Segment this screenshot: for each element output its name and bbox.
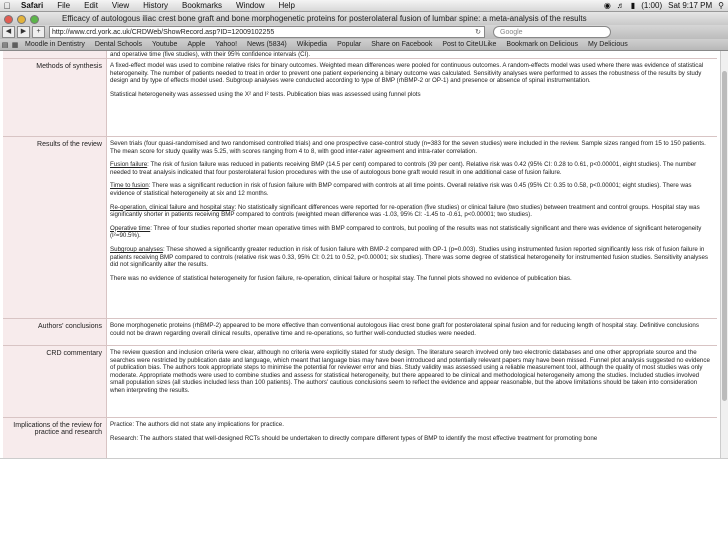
record-row-results: [3, 137, 717, 319]
bookmark-item[interactable]: Wikipedia: [296, 41, 328, 48]
record-row-implications: [3, 418, 717, 458]
methods-paragraph-2: Statistical heterogeneity was assessed using the X² and I² tests. Publication bias was assessed using funnel plots: [110, 90, 421, 98]
bookmarks-book-icon[interactable]: ▤: [1, 41, 9, 49]
row-text-crd: [107, 346, 717, 418]
menu-file[interactable]: File: [57, 1, 71, 10]
menu-edit[interactable]: Edit: [84, 1, 98, 10]
results-intro: Seven trials (four quasi-randomised and two randomised controlled trials) and one prospective case-control study (n=383 for the seven studies) were included in the review. Sample sizes ranged from 15 to 150 patients. The mean score for study quality was 5.25, with scores ranging from 4 to 8, with good inter-rater agreement and intra-rater correlation.: [110, 140, 706, 155]
vertical-scrollbar[interactable]: [720, 51, 728, 458]
window-title: Efficacy of autologous iliac crest bone graft and bone morphogenetic proteins for posterolateral fusion of lumbar spine: a meta-analysis of the results: [62, 14, 587, 23]
bookmark-item[interactable]: Yahoo!: [215, 41, 238, 48]
window-titlebar: [0, 12, 728, 25]
results-heterogeneity: There was no evidence of statistical heterogeneity for fusion failure, re-operation, clinical failure or hospital stay. The funnel plots showed no evidence of publication bias.: [110, 274, 572, 282]
record-row-authors: [3, 319, 717, 346]
browser-toolbar: [0, 25, 728, 39]
row-label-implications: Implications of the review for practice and research: [3, 418, 107, 458]
bookmark-item[interactable]: Apple: [187, 41, 206, 48]
row-label-results: Results of the review: [3, 137, 107, 319]
row-text-results: [107, 137, 717, 319]
blank-area: [0, 458, 728, 547]
menu-window[interactable]: Window: [236, 1, 265, 10]
spotlight-icon[interactable]: ⚲: [718, 1, 724, 10]
url-text[interactable]: http://www.crd.york.ac.uk/CRDWeb/ShowRecord.asp?ID=12009102255: [52, 28, 275, 36]
record-row-methods: [3, 59, 717, 137]
authors-conclusions-text: Bone morphogenetic proteins (rhBMP-2) appeared to be more effective than conventional autologous iliac crest bone graft for posterolateral spinal fusion and for reducing length of hospital stay. Definitive conclusions could not be drawn regarding overall clinical results, operative time and re-operations, so further well-conducted studies were needed.: [110, 322, 699, 337]
row-text-implications: [107, 418, 717, 458]
fusion-failure-heading: Fusion failure: [110, 161, 148, 169]
zoom-window-icon[interactable]: [30, 15, 39, 24]
search-field[interactable]: [493, 26, 611, 38]
volume-icon[interactable]: ♬: [616, 1, 625, 10]
row-label-authors: Authors' conclusions: [3, 319, 107, 346]
add-bookmark-icon[interactable]: +: [32, 26, 45, 38]
results-fusion-failure: [110, 161, 713, 176]
forward-icon[interactable]: ▶: [17, 26, 30, 38]
reoperation-heading: Re-operation, clinical failure and hospital stay: [110, 203, 235, 211]
bookmarks-bar: [0, 39, 728, 51]
record-row-top-fragment: [3, 51, 717, 59]
bookmark-item[interactable]: My Delicious: [588, 41, 628, 48]
reoperation-text: : No statistically significant differences were reported for re-operation (five studies) or clinical failure (two studies) between treatment and control groups. Hospital stay was significantly shorter in patients receiving BMP compared to controls (weighted mean difference was -1.03, 95% CI: -1.45 to -0.61, p<0.00001; two studies).: [110, 203, 700, 219]
bookmark-item[interactable]: Bookmark on Delicious: [506, 41, 579, 48]
bookmark-item[interactable]: Share on Facebook: [371, 41, 433, 48]
bookmarks-grid-icon[interactable]: ▦: [11, 41, 19, 49]
menu-view[interactable]: View: [111, 1, 130, 10]
menu-bookmarks[interactable]: Bookmarks: [182, 1, 223, 10]
bookmark-item[interactable]: News (5834): [247, 41, 287, 48]
menu-help[interactable]: Help: [278, 1, 295, 10]
results-subgroup: [110, 246, 713, 269]
subgroup-text: : These showed a significantly greater reduction in risk of fusion failure with BMP-2 compared with OP-1 (p=0.003). Studies using instrumented fusion reported significantly less risk of fusion failure in patients receiving BMP compared to controls (relative risk was 0.33, 95% CI: 0.21 to 0.52, p<0.00001; six studies). There was some degree of statistical heterogeneity for instrumented fusion studies. Sensitivity analyses did not significantly alter the results.: [110, 245, 709, 269]
macos-menu-bar: [0, 0, 728, 12]
bookmark-item[interactable]: Moodle in Dentistry: [25, 41, 85, 48]
record-row-crd: [3, 346, 717, 418]
minimize-window-icon[interactable]: [17, 15, 26, 24]
subgroup-heading: Subgroup analyses: [110, 245, 163, 253]
results-operative-time: [110, 225, 713, 240]
time-to-fusion-heading: Time to fusion: [110, 182, 149, 190]
bookmark-item[interactable]: Post to CiteULike: [442, 41, 497, 48]
back-icon[interactable]: ◀: [2, 26, 15, 38]
reload-icon[interactable]: ↻: [475, 29, 481, 36]
row-text-authors: [107, 319, 717, 346]
page-content: [0, 51, 720, 458]
top-fragment-text: and operative time (five studies), with their 95% confidence intervals (CI).: [107, 51, 717, 59]
scrollbar-thumb[interactable]: [722, 71, 727, 401]
row-text-methods: [107, 59, 717, 137]
window-controls: [4, 15, 39, 24]
implications-practice: Practice: The authors did not state any implications for practice.: [110, 421, 284, 428]
address-bar[interactable]: [49, 26, 485, 38]
battery-time[interactable]: (1:00): [641, 1, 663, 10]
menu-app-safari[interactable]: Safari: [21, 1, 44, 10]
row-label-crd: CRD commentary: [3, 346, 107, 418]
results-time-to-fusion: [110, 182, 713, 197]
menu-extras: [604, 1, 728, 10]
time-to-fusion-text: : There was a significant reduction in risk of fusion failure with BMP compared with controls at all time points. Overall relative risk was 0.45 (95% CI: 0.35 to 0.58, p<0.00001; eight studies). There was evidence of statistical heterogeneity at six and 12 months.: [110, 182, 692, 197]
implications-research: Research: The authors stated that well-designed RCTs should be undertaken to directly compare different types of BMP to identify the most effective treatment for promoting bone: [110, 434, 598, 442]
bookmark-item[interactable]: Youtube: [152, 41, 178, 48]
crd-commentary-text: The review question and inclusion criteria were clear, although no criteria were explicitly stated for study design. The literature search involved only two electronic databases and one other appropriate source and the searches were restricted by publication date and language, which meant that language bias may have been introduced and potentially relevant papers may have been missed. Funnel plot analysis suggested no evidence of publication bias. The authors took appropriate steps to minimise the potential for reviewer error and bias. Study validity was assessed using a reliable measurement tool, although the quality of most studies was only moderate. Appropriate methods were used to combine studies and assess for statistical heterogeneity, but there appeared to be clinical and methodological heterogeneity among the studies. Included studies involved small population sizes (all studies included less than 100 patients). The authors' cautious conclusions seem to reflect the evidence and appear reasonable, but the above limitations should be taken into consideration when interpreting the results.: [110, 349, 710, 394]
methods-paragraph-1: A fixed-effect model was used to combine relative risks for binary outcomes. Weighted mean differences were pooled for continuous outcomes. A random-effects model was used where there was evidence of statistical heterogeneity. The number of patients needed to treat in order to prevent one patient experiencing a binary outcome was calculated. Sensitivity analyses were performed to asses the robustness of the results by study design and by type of effects model used. Subgroup analyses were conducted according to type of BMP (rhBMP-2 or OP-1) and presence or absence of spinal instrumentation.: [110, 62, 704, 85]
fusion-failure-text: : The risk of fusion failure was reduced in patients receiving BMP (14.5 per cent) compared to controls (39 per cent). Relative risk was 0.42 (95% CI: 0.28 to 0.61, p<0.00001, eight studies). The number needed to treat analysis indicated that four posterolateral fusion procedures with the use of autologous bone graft would result in one additional case of fusion failure.: [110, 161, 697, 176]
apple-icon[interactable]: [0, 1, 14, 11]
operative-time-heading: Operative time: [110, 224, 151, 232]
results-reoperation: [110, 204, 713, 219]
row-label-empty: [3, 51, 107, 59]
clock[interactable]: Sat 9:17 PM: [668, 1, 713, 10]
row-label-methods: Methods of synthesis: [3, 59, 107, 137]
operative-time-text: : Three of four studies reported shorter mean operative times with BMP compared to controls, but pooling of the results was not statistically significant and there was evidence of significant heterogeneity (I²=90.5%).: [110, 224, 702, 240]
battery-icon[interactable]: ▮: [630, 1, 636, 10]
close-window-icon[interactable]: [4, 15, 13, 24]
wifi-icon[interactable]: ◉: [603, 1, 611, 10]
bookmark-item[interactable]: Dental Schools: [94, 41, 143, 48]
bookmark-item[interactable]: Popular: [337, 41, 362, 48]
menu-history[interactable]: History: [143, 1, 169, 10]
search-placeholder[interactable]: Google: [500, 28, 523, 36]
